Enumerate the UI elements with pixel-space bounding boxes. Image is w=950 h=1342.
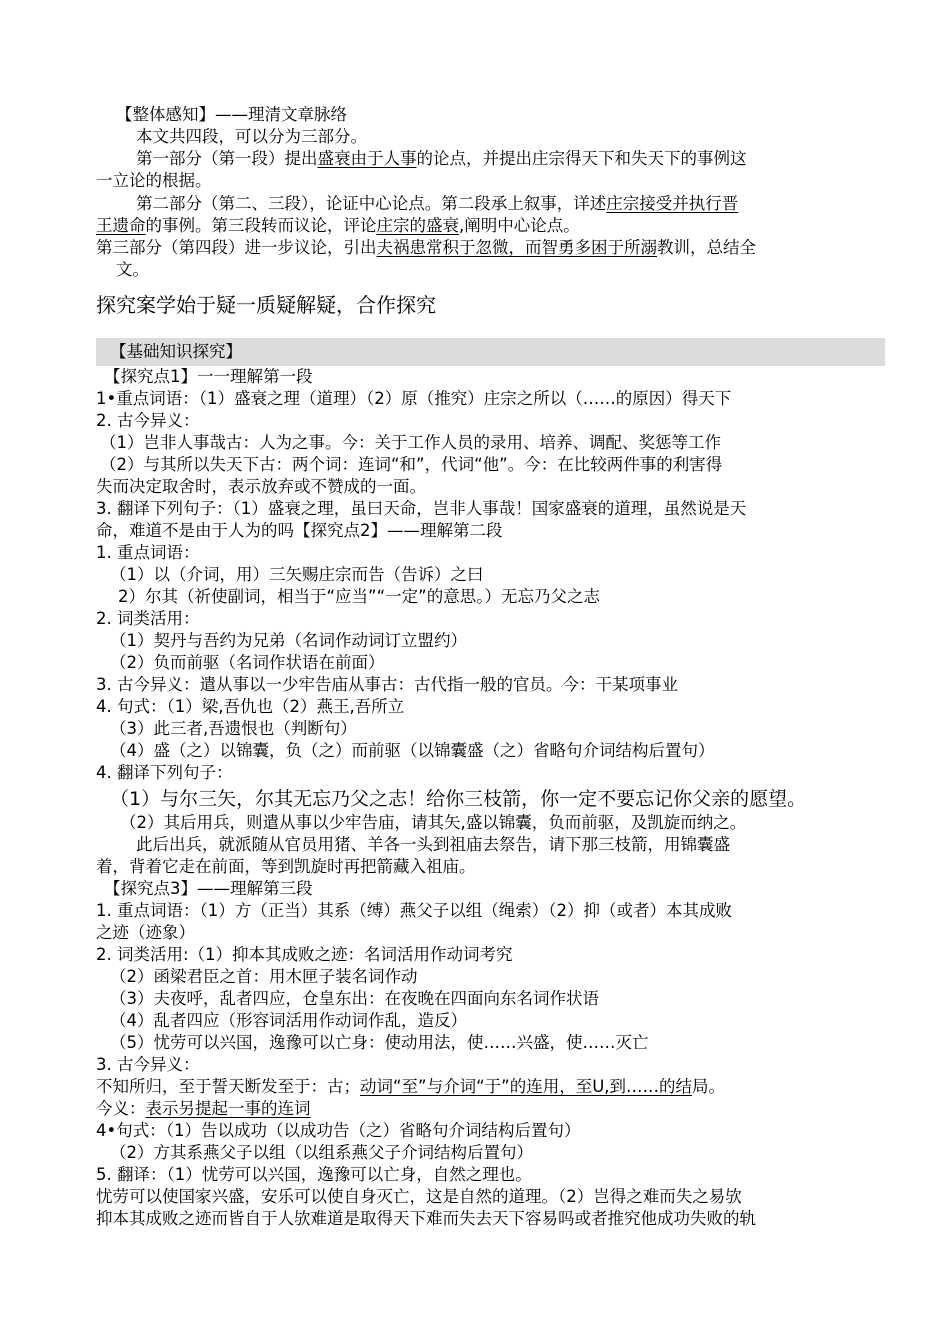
section-title: 探究案学始于疑一质疑解疑，合作探究	[96, 293, 436, 317]
intro-line: 第二部分（第二、三段），论证中心论点。第二段承上叙事，详述庄宗接受并执行晋	[136, 194, 739, 213]
intro-line: 第一部分（第一段）提出盛衰由于人事的论点，并提出庄宗得天下和失天下的事例这	[136, 149, 747, 168]
text-line: 忧劳可以使国家兴盛，安乐可以使自身灭亡，这是自然的道理。（2）岂得之难而失之易欤	[96, 1187, 742, 1206]
text-line: 此后出兵，就派随从官员用猪、羊各一头到祖庙去祭告，请下那三枝箭，用锦囊盛	[136, 835, 730, 854]
text-line: 之迹（迹象）	[96, 923, 195, 942]
text-line: 4. 句式：（1）梁,吾仇也（2）燕王,吾所立	[96, 697, 405, 716]
text-line: 4. 翻译下列句子：	[96, 763, 233, 782]
overall-heading: 【整体感知】——理清文章脉络	[116, 105, 347, 124]
text-line: （1）与尔三矢，尔其无忘乃父之志！给你三枝箭，你一定不要忘记你父亲的愿望。	[110, 788, 807, 810]
text-line: 4•句式：（1）告以成功（以成功告（之）省略句介词结构后置句）	[96, 1121, 581, 1140]
text-line: 1. 重点词语：（1）方（正当）其系（缚）燕父子以组（绳索）（2）抑（或者）本其成败	[96, 901, 732, 920]
explore-point-1-title: 【探究点1】一一理解第一段	[104, 367, 313, 386]
text-line: 今义：表示另提起一事的连词	[96, 1099, 311, 1118]
text-line: （2）其后用兵，则遣从事以少牢告庙，请其矢,盛以锦囊，负而前驱，及凯旋而纳之。	[120, 813, 747, 832]
text-line: （2）方其系燕父子以组（以组系燕父子介词结构后置句）	[110, 1143, 533, 1162]
text-line: （4）乱者四应（形容词活用作动词作乱，造反）	[110, 1011, 467, 1030]
text-line: 1•重点词语：（1）盛衰之理（道理）（2）原（推究）庄宗之所以（……的原因）得天下	[96, 389, 732, 408]
text-line: 3. 翻译下列句子：（1）盛衰之理，虽曰天命，岂非人事哉！国家盛衰的道理，虽然说是天	[96, 499, 747, 518]
intro-line: 一立论的根据。	[96, 171, 212, 190]
text-line: （3）此三者,吾遗恨也（判断句）	[110, 719, 357, 738]
text-line: （2）与其所以失天下古：两个词：连词“和”，代词“他”。今：在比较两件事的利害得	[100, 455, 723, 474]
text-line: 不知所归，至于誓天断发至于：古；动词“至”与介词“于”的连用，至U,到……的结局。	[96, 1077, 726, 1096]
explore-point-3-title: 【探究点3】——理解第三段	[104, 879, 313, 898]
text-line: 5. 翻译：（1）忧劳可以兴国，逸豫可以亡身，自然之理也。	[96, 1165, 532, 1184]
text-line: 2. 古今异义：	[96, 411, 200, 430]
text-line: （4）盛（之）以锦囊，负（之）而前驱（以锦囊盛（之）省略句介词结构后置句）	[110, 741, 715, 760]
text-line: （3）夫夜呼，乱者四应，仓皇东出：在夜晚在四面向东名词作状语	[110, 989, 599, 1008]
text-line: （2）函梁君臣之首：用木匣子装名词作动	[110, 967, 418, 986]
text-line: （1）以（介词，用）三矢赐庄宗而告（告诉）之曰	[110, 565, 484, 584]
text-line: （2）负而前驱（名词作状语在前面）	[110, 653, 385, 672]
intro-line: 文。	[116, 260, 149, 279]
text-line: （5）忧劳可以兴国，逸豫可以亡身：使动用法，使……兴盛，使……灭亡	[110, 1033, 649, 1052]
text-line: 2. 词类活用:（1）抑本其成败之迹：名词活用作动词考究	[96, 945, 513, 964]
text-line: 2）尔其（祈使副词，相当于“应当”“一定”的意思。）无忘乃父之志	[118, 587, 600, 606]
text-line: 失而决定取舍时，表示放弃或不赞成的一面。	[96, 477, 426, 496]
text-line: 2. 词类活用：	[96, 609, 200, 628]
intro-line: 第三部分（第四段）进一步议论，引出夫祸患常积于忽微，而智勇多困于所溺教训，总结全	[96, 238, 756, 257]
intro-line: 本文共四段，可以分为三部分。	[136, 127, 367, 146]
text-line: 3. 古今异义：	[96, 1055, 200, 1074]
text-line: （1）契丹与吾约为兄弟（名词作动词订立盟约）	[110, 631, 467, 650]
text-line: 1. 重点词语：	[96, 543, 200, 562]
text-line: 3. 古今异义：遣从事以一少牢告庙从事古：古代指一般的官员。今：干某项事业	[96, 675, 678, 694]
text-line: 命，难道不是由于人为的吗【探究点2】——理解第二段	[96, 521, 503, 540]
text-line: 着，背着它走在前面，等到凯旋时再把箭藏入祖庙。	[96, 857, 476, 876]
text-line: （1）岂非人事哉古：人为之事。今：关于工作人员的录用、培养、调配、奖惩等工作	[100, 433, 721, 452]
text-line: 抑本其成败之迹而皆自于人欤难道是取得天下难而失去天下容易吗或者推究他成功失败的轨	[96, 1209, 756, 1228]
basic-header: 【基础知识探究】	[110, 342, 242, 361]
intro-line: 王遗命的事例。第三段转而议论，评论庄宗的盛衰,阐明中心论点。	[96, 216, 580, 235]
